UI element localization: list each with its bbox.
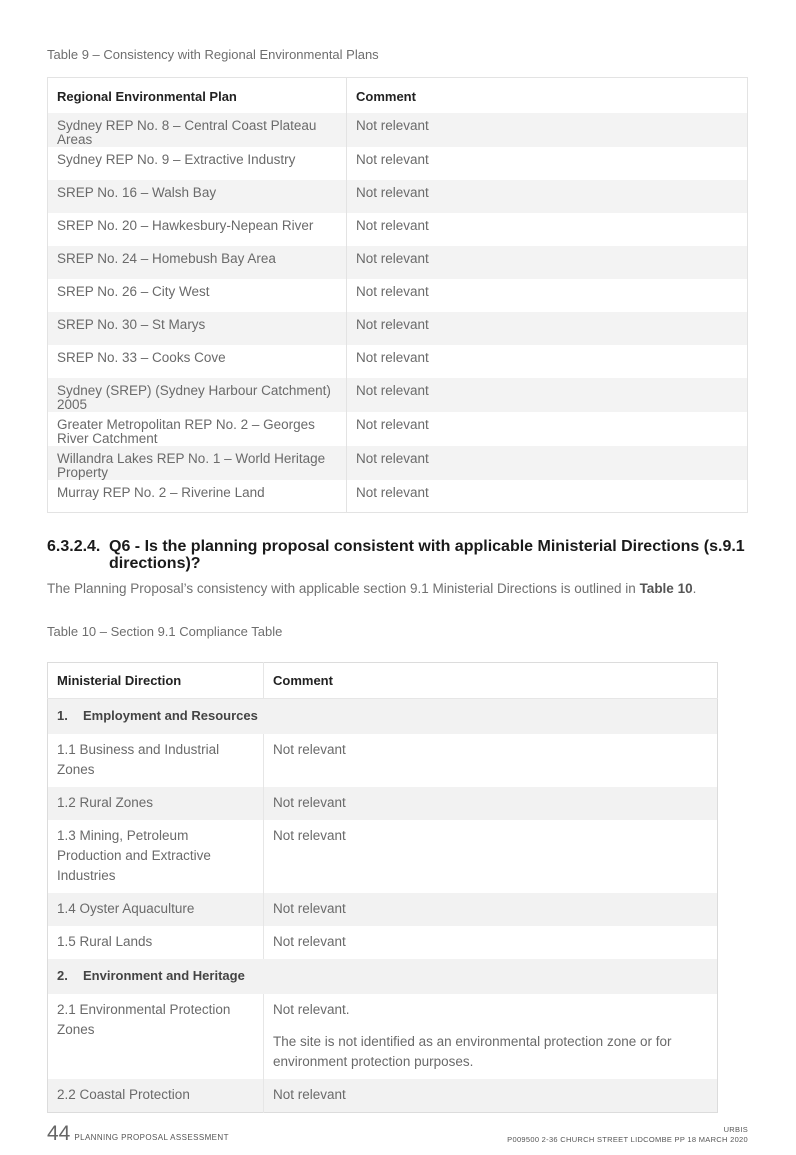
- comment-cell: [264, 1079, 718, 1113]
- comment-text: Not relevant: [273, 934, 346, 949]
- section-row: [48, 699, 718, 735]
- comment-text: Not relevant: [273, 742, 346, 757]
- comment-cell: Not relevant: [356, 217, 429, 233]
- plan-cell: SREP No. 24 – Homebush Bay Area: [48, 246, 347, 279]
- direction-cell: 1.3 Mining, Petroleum Production and Extractive Industries: [48, 820, 264, 893]
- comment-cell: [264, 926, 718, 959]
- column-header: Regional Environmental Plan: [48, 78, 347, 113]
- table-row: [48, 1079, 718, 1113]
- comment-cell: Not relevant: [347, 246, 748, 279]
- plan-cell: SREP No. 20 – Hawkesbury-Nepean River: [48, 213, 347, 246]
- table10-caption: Table 10 – Section 9.1 Compliance Table: [47, 624, 283, 639]
- table9-caption: Table 9 – Consistency with Regional Environmental Plans: [47, 47, 379, 62]
- comment-cell: [264, 820, 718, 893]
- plan-cell: Greater Metropolitan REP No. 2 – Georges River Catchment: [48, 412, 347, 446]
- table-row: [48, 312, 748, 345]
- comment-text: Not relevant: [273, 795, 346, 810]
- table-header-row: [48, 663, 718, 699]
- comment-cell: [264, 893, 718, 926]
- plan-cell: SREP No. 33 – Cooks Cove: [48, 345, 347, 378]
- table-row: [48, 734, 718, 787]
- table10: [47, 662, 718, 1113]
- table-row: [48, 147, 748, 180]
- table-row: [48, 480, 748, 513]
- table-header-row: [48, 78, 748, 113]
- footer-doc-label: PLANNING PROPOSAL ASSESSMENT: [74, 1133, 229, 1142]
- section-cell: [48, 959, 718, 994]
- section-number: 6.3.2.4.: [47, 538, 101, 555]
- table-row: [48, 412, 748, 446]
- table-row: [48, 378, 748, 412]
- plan-cell: SREP No. 26 – City West: [48, 279, 347, 312]
- plan-cell: Murray REP No. 2 – Riverine Land: [48, 480, 347, 513]
- table-row: [48, 246, 748, 279]
- table-row: [48, 279, 748, 312]
- comment-text: Not relevant: [273, 1087, 346, 1102]
- comment-cell: Not relevant: [356, 151, 429, 167]
- table-row: [48, 994, 718, 1079]
- comment-cell: [264, 734, 718, 787]
- comment-cell: Not relevant: [347, 446, 748, 480]
- plan-cell: SREP No. 30 – St Marys: [48, 312, 347, 345]
- comment-text: Not relevant.: [273, 1002, 350, 1017]
- comment-cell: Not relevant: [356, 484, 429, 500]
- table-row: [48, 893, 718, 926]
- table-row: [48, 345, 748, 378]
- intro-end: .: [692, 581, 697, 596]
- comment-text: Not relevant: [273, 828, 346, 843]
- plan-cell: SREP No. 16 – Walsh Bay: [48, 180, 347, 213]
- plan-cell: Sydney REP No. 8 – Central Coast Plateau Areas: [48, 113, 347, 147]
- comment-cell: [264, 994, 718, 1079]
- section-num: 1.: [57, 708, 68, 723]
- intro-text: The Planning Proposal’s consistency with applicable section 9.1 Ministerial Directions is outlined in: [47, 581, 640, 596]
- comment-detail: The site is not identified as an environmental protection zone or for environment protection purposes.: [273, 1034, 672, 1069]
- direction-cell: 2.2 Coastal Protection: [48, 1079, 264, 1113]
- footer-brand: URBIS: [723, 1125, 748, 1134]
- section-heading: [47, 538, 745, 572]
- section-row: [48, 959, 718, 994]
- column-header: Ministerial Direction: [48, 663, 264, 699]
- intro-paragraph: [47, 580, 747, 597]
- plan-cell: Willandra Lakes REP No. 1 – World Heritage Property: [48, 446, 347, 480]
- section-title: Employment and Resources: [83, 708, 258, 723]
- page-number: 44: [47, 1122, 71, 1145]
- section-num: 2.: [57, 968, 68, 983]
- section-title: Environment and Heritage: [83, 968, 245, 983]
- table-row: [48, 113, 748, 147]
- comment-cell: [264, 787, 718, 820]
- comment-cell: Not relevant: [356, 283, 429, 299]
- column-header: Comment: [356, 88, 416, 104]
- footer-right: [507, 1125, 748, 1145]
- section-title-line1: Q6 - Is the planning proposal consistent with applicable Ministerial Directions (s.9.1: [109, 538, 745, 555]
- direction-cell: 1.2 Rural Zones: [48, 787, 264, 820]
- table-row: [48, 787, 718, 820]
- table-reference: Table 10: [639, 581, 693, 596]
- plan-cell: Sydney REP No. 9 – Extractive Industry: [48, 147, 347, 180]
- section-cell: [48, 699, 718, 735]
- footer-left: [47, 1122, 229, 1146]
- comment-cell: Not relevant: [356, 349, 429, 365]
- comment-cell: Not relevant: [347, 113, 748, 147]
- table-row: [48, 820, 718, 893]
- column-header: Comment: [264, 663, 718, 699]
- table9: [47, 77, 748, 513]
- comment-cell: Not relevant: [347, 312, 748, 345]
- direction-cell: 1.1 Business and Industrial Zones: [48, 734, 264, 787]
- comment-cell: Not relevant: [347, 378, 748, 412]
- table-row: [48, 180, 748, 213]
- table-row: [48, 213, 748, 246]
- comment-text: Not relevant: [273, 901, 346, 916]
- section-title-line2: directions)?: [109, 555, 201, 572]
- comment-cell: Not relevant: [356, 416, 429, 432]
- comment-cell: Not relevant: [347, 180, 748, 213]
- footer-reference: P009500 2-36 CHURCH STREET LIDCOMBE PP 18 MARCH 2020: [507, 1135, 748, 1144]
- direction-cell: 1.4 Oyster Aquaculture: [48, 893, 264, 926]
- plan-cell: Sydney (SREP) (Sydney Harbour Catchment) 2005: [48, 378, 347, 412]
- table-row: [48, 926, 718, 959]
- table-row: [48, 446, 748, 480]
- direction-cell: 2.1 Environmental Protection Zones: [48, 994, 264, 1079]
- direction-cell: 1.5 Rural Lands: [48, 926, 264, 959]
